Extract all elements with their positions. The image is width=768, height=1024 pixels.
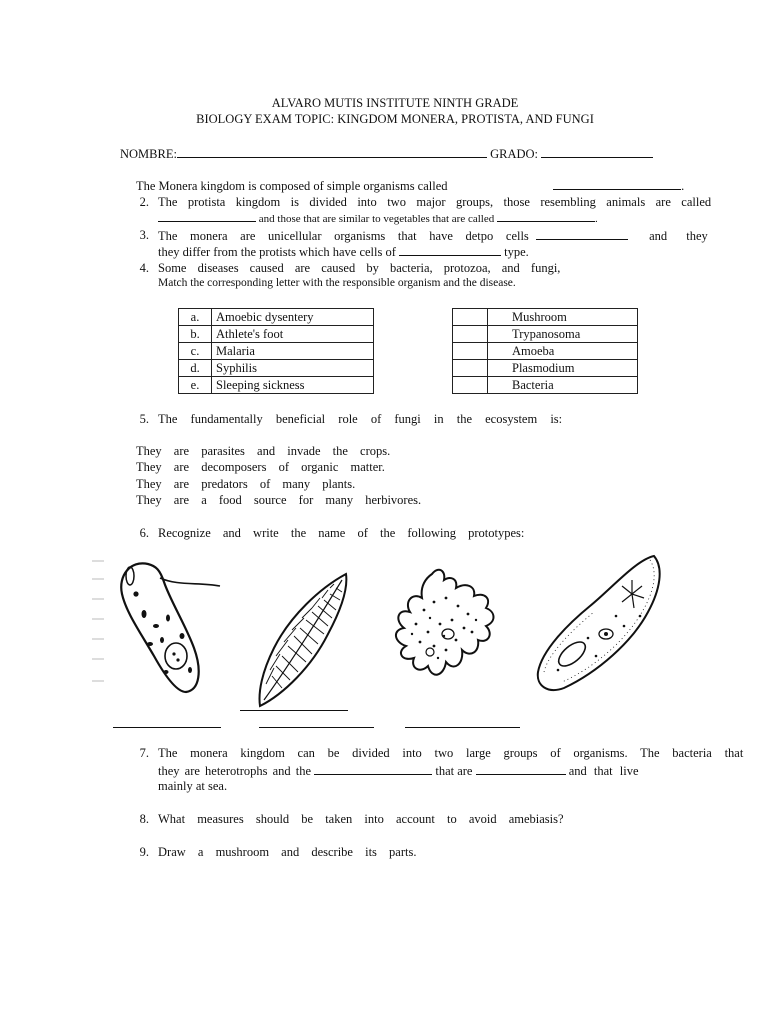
q7-number: 7. — [139, 746, 149, 760]
figure-answer-line[interactable] — [259, 726, 374, 728]
q4-line2: Match the corresponding letter with the responsible organism and the disease. — [158, 277, 516, 289]
q5-option-4[interactable]: They are a food source for many herbivores. — [136, 493, 422, 507]
answer-cell[interactable] — [453, 343, 488, 360]
nombre-blank[interactable] — [177, 146, 487, 158]
q3-blank-cells[interactable] — [536, 228, 628, 240]
q5-option-1[interactable]: They are parasites and invade the crops. — [136, 444, 391, 458]
q7-line1: The monera kingdom can be divided into two large groups of organisms. The bacteria that — [158, 746, 744, 760]
table-row — [179, 309, 374, 326]
disease-letter: d. — [179, 360, 212, 377]
exam-title-line2: BIOLOGY EXAM TOPIC: KINGDOM MONERA, PROTISTA, AND FUNGI — [196, 112, 594, 126]
q7-line2-end: and that live — [568, 764, 639, 778]
answer-cell[interactable] — [453, 326, 488, 343]
table-row — [179, 377, 374, 394]
disease-name: Syphilis — [212, 360, 374, 377]
table-row — [453, 377, 638, 394]
disease-name: Sleeping sickness — [212, 377, 374, 394]
question-1 — [136, 178, 684, 194]
diatom-figure — [250, 568, 355, 713]
table-row — [453, 343, 638, 360]
q5-option-2[interactable]: They are decomposers of organic matter. — [136, 460, 385, 474]
answer-cell[interactable] — [453, 309, 488, 326]
exam-title-line1: ALVARO MUTIS INSTITUTE NINTH GRADE — [271, 96, 519, 110]
q9-number: 9. — [139, 845, 149, 859]
q4-number: 4. — [139, 261, 149, 275]
disease-table — [178, 308, 374, 394]
table-row — [453, 309, 638, 326]
table-row — [453, 360, 638, 377]
q2-blank-animals[interactable] — [158, 210, 256, 222]
q3-line1-end: and they — [649, 229, 708, 243]
q1-end: . — [681, 179, 685, 193]
q5-text: The fundamentally beneficial role of fungi in the ecosystem is: — [158, 412, 563, 426]
q6-text: Recognize and write the name of the following prototypes: — [158, 526, 525, 540]
figure-answer-line[interactable] — [240, 709, 348, 711]
q1-blank[interactable] — [553, 178, 681, 190]
grado-label: GRADO: — [490, 147, 538, 161]
answer-cell[interactable] — [453, 360, 488, 377]
q7-blank-2[interactable] — [476, 763, 566, 775]
q2-line2 — [158, 210, 598, 225]
disease-letter: a. — [179, 309, 212, 326]
disease-letter: b. — [179, 326, 212, 343]
q7-line2-mid: that are — [435, 764, 473, 778]
q3-line1-text: The monera are unicellular organisms that have detpo cells — [158, 229, 529, 243]
figure-answer-line[interactable] — [113, 726, 221, 728]
margin-ticks — [88, 555, 108, 690]
q7-line2-text: they are heterotrophs and the — [158, 764, 312, 778]
disease-name: Athlete's foot — [212, 326, 374, 343]
organism-name: Trypanosoma — [488, 326, 638, 343]
q2-line2-text: and those that are similar to vegetables that are called — [258, 213, 495, 225]
table-row — [179, 360, 374, 377]
q3-line2-text: they differ from the protists which have cells of — [158, 245, 396, 259]
disease-letter: c. — [179, 343, 212, 360]
q6-number: 6. — [139, 526, 149, 540]
answer-cell[interactable] — [453, 377, 488, 394]
disease-name: Malaria — [212, 343, 374, 360]
q3-number: 3. — [139, 228, 149, 242]
q3-line2-end: type. — [504, 245, 529, 259]
paramecium-figure — [528, 546, 668, 698]
q8-number: 8. — [139, 812, 149, 826]
q7-line3: mainly at sea. — [158, 779, 228, 793]
q7-blank-1[interactable] — [314, 763, 432, 775]
q5-number: 5. — [139, 412, 149, 426]
q1-text: The Monera kingdom is composed of simple organisms called — [136, 179, 448, 193]
q3-line1 — [158, 228, 708, 244]
q8-text: What measures should be taken into account to avoid amebiasis? — [158, 812, 564, 826]
amoeba-figure — [384, 562, 509, 697]
euglena-figure — [108, 552, 233, 702]
q2-end: . — [595, 213, 598, 225]
grado-blank[interactable] — [541, 146, 653, 158]
organism-name: Bacteria — [488, 377, 638, 394]
q7-line2 — [158, 763, 639, 779]
q5-option-3[interactable]: They are predators of many plants. — [136, 477, 356, 491]
table-row — [179, 326, 374, 343]
q3-blank-type[interactable] — [399, 244, 501, 256]
q4-line1: Some diseases caused are caused by bacteria, protozoa, and fungi, — [158, 261, 561, 275]
organism-name: Plasmodium — [488, 360, 638, 377]
table-row — [453, 326, 638, 343]
q2-blank-vegetables[interactable] — [497, 210, 595, 222]
disease-name: Amoebic dysentery — [212, 309, 374, 326]
organism-name: Mushroom — [488, 309, 638, 326]
q9-text: Draw a mushroom and describe its parts. — [158, 845, 417, 859]
q2-line1: The protista kingdom is divided into two major groups, those resembling animals are called — [158, 195, 712, 209]
disease-letter: e. — [179, 377, 212, 394]
nombre-label: NOMBRE: — [120, 147, 177, 161]
q2-number: 2. — [139, 195, 149, 209]
figure-answer-line[interactable] — [405, 726, 520, 728]
q3-line2 — [158, 244, 529, 260]
organism-table — [452, 308, 638, 394]
organism-name: Amoeba — [488, 343, 638, 360]
table-row — [179, 343, 374, 360]
name-field-row — [120, 146, 653, 162]
